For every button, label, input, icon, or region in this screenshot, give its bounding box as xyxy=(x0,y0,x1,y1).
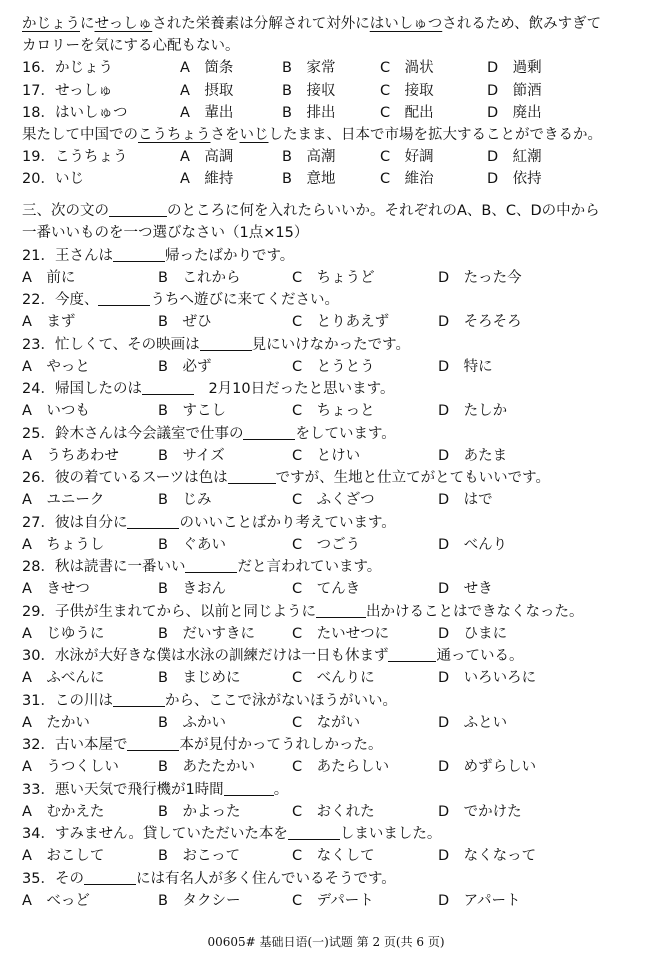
answer-blank xyxy=(113,245,165,262)
question-26: 26．彼の着ているスーツは色は ですが、生地と仕立てがとてもいいです。 xyxy=(0,466,652,490)
question-34-options: A おこして B おこって C なくして D なくなって xyxy=(22,848,537,864)
answer-blank xyxy=(84,868,136,885)
option-d: D アパート xyxy=(438,893,521,909)
underlined-word-haishutsu: はいしゅつ xyxy=(369,16,443,32)
answer-blank xyxy=(127,734,179,751)
answer-blank xyxy=(200,334,252,351)
answer-blank xyxy=(228,467,276,484)
answer-blank xyxy=(224,779,274,796)
underlined-word-sesshu: せっしゅ xyxy=(94,16,153,32)
section3-instruction-line2: 一番いいものを一つ選びなさい（1点×15） xyxy=(22,225,309,241)
question-33-options: A むかえた B かよった C おくれた D でかけた xyxy=(22,804,522,820)
underlined-word-kajou: かじょう xyxy=(22,16,80,32)
question-27-options: A ちょうし B ぐあい C つごう D べんり xyxy=(22,537,508,553)
question-29-options: A じゆうに B だいすきに C たいせつに D ひまに xyxy=(22,626,508,642)
underlined-word-iji: いじ xyxy=(239,127,269,143)
question-32-options: A うつくしい B あたたかい C あたらしい D めずらしい xyxy=(22,759,537,775)
question-18: 18．はいしゅつ A 輩出 B 排出 C 配出 D 廃出 xyxy=(22,105,542,121)
question-22: 22．今度、 うちへ遊びに来てください。 xyxy=(0,288,652,312)
question-26-options: A ユニーク B じみ C ふくざつ D はで xyxy=(22,492,493,508)
option-a: A べっど xyxy=(22,893,90,909)
question-19: 19．こうちょう A 高調 B 高潮 C 好調 D 紅潮 xyxy=(22,149,542,165)
answer-blank xyxy=(98,289,150,306)
answer-blank xyxy=(388,645,436,662)
question-35: 35．その には有名人が多く住んでいるそうです。 xyxy=(0,867,652,891)
question-21: 21．王さんは 帰ったばかりです。 xyxy=(0,244,652,268)
question-20: 20．いじ A 維持 B 意地 C 維治 D 依持 xyxy=(22,171,542,187)
answer-blank xyxy=(316,601,366,618)
question-34: 34．すみません。貸していただいた本を しまいました。 xyxy=(0,822,652,846)
question-30-options: A ふべんに B まじめに C べんりに D いろいろに xyxy=(22,670,537,686)
question-22-options: A まず B ぜひ C とりあえず D そろそろ xyxy=(22,314,522,330)
answer-blank xyxy=(243,423,295,440)
question-33: 33．悪い天気で飛行機が1時間 。 xyxy=(0,778,652,802)
answer-blank xyxy=(109,200,167,217)
passage1-line1: かじょうにせっしゅされた栄養素は分解されて対外にはいしゅつされるため、飲みすぎて xyxy=(22,16,602,32)
question-31-options: A たかい B ふかい C ながい D ふとい xyxy=(22,715,508,731)
question-29: 29．子供が生まれてから、以前と同じように 出かけることはできなくなった。 xyxy=(0,600,652,624)
passage2-line: 果たして中国でのこうちょうさをいじしたまま、日本で市場を拡大することができるか。 xyxy=(22,127,602,143)
answer-blank xyxy=(185,556,237,573)
option-c: C デパート xyxy=(292,893,374,909)
page-footer: 00605# 基础日语(一)试题 第 2 页(共 6 页) xyxy=(207,935,445,949)
answer-blank xyxy=(113,690,165,707)
question-17: 17．せっしゅ A 摂取 B 接収 C 接取 D 節酒 xyxy=(22,83,542,99)
question-31: 31．この川は から、ここで泳がないほうがいい。 xyxy=(0,689,652,713)
question-28: 28．秋は読書に一番いい だと言われています。 xyxy=(0,555,652,579)
question-23: 23．忙しくて、その映画は 見にいけなかったです。 xyxy=(0,333,652,357)
question-30: 30．水泳が大好きな僕は水泳の訓練だけは一日も休まず 通っている。 xyxy=(0,644,652,668)
question-35-options xyxy=(0,889,652,913)
question-32: 32．古い本屋で 本が見付かってうれしかった。 xyxy=(0,733,652,757)
section3-instruction-line1: 三、次の文の のところに何を入れたらいいか。それぞれのA、B、C、Dの中から xyxy=(0,199,652,223)
underlined-word-kouchou: こうちょう xyxy=(138,127,211,143)
question-16: 16．かじょう A 箇条 B 家常 C 渦状 D 過剰 xyxy=(22,60,542,76)
option-b: B タクシー xyxy=(158,893,241,909)
question-24: 24．帰国したのは 2月10日だったと思います。 xyxy=(0,377,652,401)
question-25: 25．鈴木さんは今会議室で仕事の をしています。 xyxy=(0,422,652,446)
question-23-options: A やっと B 必ず C とうとう D 特に xyxy=(22,359,493,375)
answer-blank xyxy=(142,378,194,395)
question-27: 27．彼は自分に のいいことばかり考えています。 xyxy=(0,511,652,535)
answer-blank xyxy=(288,823,340,840)
question-24-options: A いつも B すこし C ちょっと D たしか xyxy=(22,403,508,419)
question-21-options: A 前に B これから C ちょうど D たった今 xyxy=(22,270,522,286)
question-28-options: A きせつ B きおん C てんき D せき xyxy=(22,581,493,597)
question-25-options: A うちあわせ B サイズ C とけい D あたま xyxy=(22,448,508,464)
passage1-line2: カロリーを気にする心配もない。 xyxy=(22,38,240,54)
answer-blank xyxy=(127,512,179,529)
